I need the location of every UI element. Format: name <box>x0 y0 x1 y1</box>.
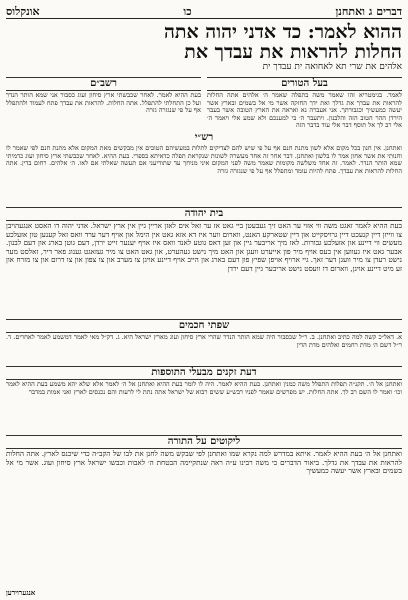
baal-haturim-title: בעל הטורים <box>207 77 402 91</box>
rashi-title: רש״י <box>194 132 214 143</box>
baal-haturim-column <box>207 75 402 130</box>
header-folio: כו <box>183 4 192 18</box>
sifsei-text: א. דאל״כ קשה למה כתיב ואתחנן. ב. ר״ל שכסבור היה שמא הותר הנדר שהרי ארץ סיחון ועוג מארץ ישראל היא. ג. דק״ל מאי לאמר דמשמע לאמר לאחרים. ד. ר״ל דשם ה׳ מדת רחמים ואלהים מדת הדין <box>6 334 402 349</box>
main-verse <box>6 22 402 73</box>
baal-haturim-text: לאמר. בגימטריא זהו שאמר משה בתפלה שאמר ה׳ אלהים אתה החלות להראות את עבדך את גדלך ואת ידך החזקה אשר מי אל בשמים ובארץ אשר יעשה כמעשיך וכגבורתך. אני אעברה נא ואראה את הארץ הטובה אשר בעבר הירדן ההר הטוב הזה והלבנון. ויתעבר ה׳ בי למענכם ולא שמע אלי ויאמר ה׳ אלי רב לך אל תוסף דבר אלי עוד בדבר הזה <box>207 92 402 130</box>
page-footer <box>6 588 402 597</box>
footer-left-word: אנגערוירען <box>6 588 36 597</box>
likutim-text: ואתחנן אל ה׳ בעת ההיא לאמר. איתא במדרש למה נקרא שמו ואתחנן לפי שבקש משה לחנן את לבו של הקב״ה כדי שיכנס לארץ. אתה החלות להראות את עבדך את גדלך. ביאור הדברים כי משה רבינו ע״ה ראה שנתקיימה הבטחת ה׳ לאבות וכבשו ישראל ארץ סיחון ועוג. אשר מי אל בשמים ובארץ אשר יעשה כמעשיך <box>6 450 402 476</box>
sifsei-title: שפתי חכמים <box>6 319 402 333</box>
header-left: אונקלוס <box>6 4 40 18</box>
targum-line: אלהים את שרי תא לאחואה ית עבדך ית <box>262 62 402 72</box>
rashbam-text: בעת ההיא לאמר. לאחר שכבשתי ארץ סיחון ועוג כסבור אני שמא הותר הנדר ועל כן התחלתי להתפלל. אתה החלות. להראות את עבדך פתח לעמוד ולהתפלל אף על פי שנגזרה גזרה <box>6 92 201 115</box>
yidish-title: בית יהודה <box>6 207 402 221</box>
rashbam-title: רשב״ם <box>6 77 201 91</box>
daas-text: ואתחנן אל ה׳. תקנ״ה תפלות התפלל משה כמנין ואתחנן. בעת ההיא לאמר. היה לו לומר בעת ההיא ואתחנן אל ה׳ לאמר אלא שלא יהא משמע בעת ההיא לאמר וכו׳ ואמר לו השם רב לך. אתה החלות. יש מפרשים שאמר לפניו רבש״ע ששים רבוא של ישראל אתה נתת לי לרעות והם נכנסים לארץ ואני אמות במדבר <box>6 381 402 396</box>
yidish-text: בעת ההיא לאמר זאגט משה ווי אזוי ער האט זיך געבעטן ביי גאט אז ער זאל אים לאזן אריין גיין אין ארץ ישראל. אדני יהוה דו האסט אנגעהויבן צו ווייזן דיין קנעכט דיין גרויסקייט און דיין שטארקע האנט, ווארום ווער איז דא אזא גאט אין הימל און אויף דער ערד וואס זאל קענען טון אזעלכע מעשים ווי דיינע און אזעלכע גבורות. לאז מיך אריבער גיין און זען דאס גוטע לאנד וואס איז אויף יענער זייט ירדן, דעם גוטן בארג און דעם לבנון. אבער גאט איז געווען אין כעס אויף מיר פון אייערט וועגן און האט מיך נישט געהערט, און גאט האט צו מיר געזאגט גענוג פאר דיר, זאלסט מער נישט רעדן צו מיר וועגן דער זאך. גיי ארויף אויפן שפיץ פון דעם בארג און הייב אויף דיינע אויגן צו מערב און צו צפון און צו דרום און צו מזרח און זע מיט דיינע אויגן, ווארום דו וועסט נישט אריבער גיין דעם ירדן <box>6 222 402 273</box>
page-header <box>6 4 402 19</box>
verse-line-1: ההוא לאמר: כד אדני יהוה אתה <box>163 22 402 42</box>
verse-line-2: החלות להראות את עבדך את <box>184 42 402 62</box>
header-right: דברים ג ואתחנן <box>335 4 402 18</box>
rashbam-column <box>6 75 201 130</box>
rashi-text: ואתחנן. אין חנון בכל מקום אלא לשון מתנת חנם אף על פי שיש להם לצדיקים לתלות במעשיהם הטובים אין מבקשים מאת המקום אלא מתנת חנם לפי שאמר לו וחנותי את אשר אחון אמר לו בלשון ואתחנן. דבר אחר זה אחד מעשרה לשונות שנקראת תפלה כדאיתא בספרי. בעת ההיא. לאחר שכבשתי ארץ סיחון ועוג כדמיתי שמא הותר הנדר. לאמר. זה אחד משלשה מקומות שאמר משה לפני המקום איני מניחך עד שתודיעני אם תעשה שאלתי אם לאו. ה׳ אלהים. רחום בדין. אתה החלות להראות את עבדך. פתח להיות עומד ומתפלל אף על פי שנגזרה גזרה <box>6 145 402 175</box>
top-commentary-columns <box>6 75 402 130</box>
likutim-title: ליקוטים על התורה <box>6 435 402 449</box>
daas-title: דעת זקנים מבעלי התוספות <box>6 366 402 380</box>
